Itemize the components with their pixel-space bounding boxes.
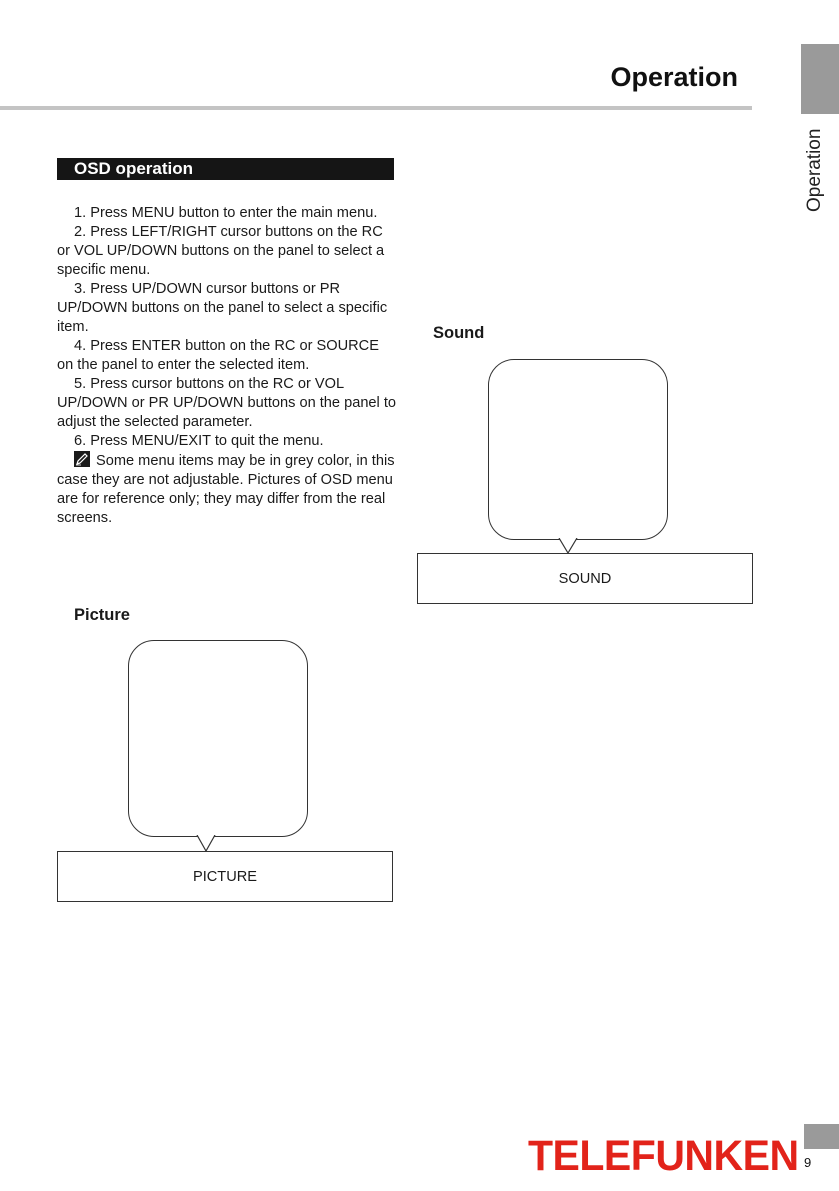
sound-osd-screen <box>488 359 668 540</box>
sound-heading: Sound <box>433 324 485 342</box>
page-title: Operation <box>610 62 738 92</box>
picture-osd-screen <box>128 640 308 837</box>
instruction-step-5: 5. Press cursor buttons on the RC or VOL UP/DOWN or PR UP/DOWN buttons on the panel to adjust the selected parameter. <box>57 376 397 430</box>
note-paragraph <box>57 451 397 528</box>
note-text: Some menu items may be in grey color, in this case they are not adjustable. Pictures of OSD menu are for reference only; they may differ from the real screens. <box>57 453 395 526</box>
picture-heading: Picture <box>74 606 130 624</box>
side-tab-marker <box>801 44 839 114</box>
telefunken-logo: TELEFUNKEN <box>528 1131 799 1180</box>
note-pen-icon <box>74 451 90 467</box>
side-tab-label: Operation <box>804 128 825 212</box>
sound-label-box: SOUND <box>417 553 753 604</box>
page-number: 9 <box>804 1155 812 1170</box>
instruction-step-3: 3. Press UP/DOWN cursor buttons or PR UP/DOWN buttons on the panel to select a specific item. <box>57 281 388 335</box>
instruction-step-1: 1. Press MENU button to enter the main menu. <box>74 205 378 221</box>
picture-pointer <box>196 835 216 852</box>
instruction-step-2: 2. Press LEFT/RIGHT cursor buttons on the RC or VOL UP/DOWN buttons on the panel to select a specific menu. <box>57 224 385 278</box>
instruction-step-6: 6. Press MENU/EXIT to quit the menu. <box>74 433 324 449</box>
picture-label-box: PICTURE <box>57 851 393 902</box>
page-tab-marker <box>804 1124 839 1149</box>
instruction-list <box>57 204 397 528</box>
sound-pointer <box>558 538 578 554</box>
header-rule <box>0 106 752 110</box>
instruction-step-4: 4. Press ENTER button on the RC or SOURCE on the panel to enter the selected item. <box>57 338 379 373</box>
section-heading-osd: OSD operation <box>57 158 394 180</box>
